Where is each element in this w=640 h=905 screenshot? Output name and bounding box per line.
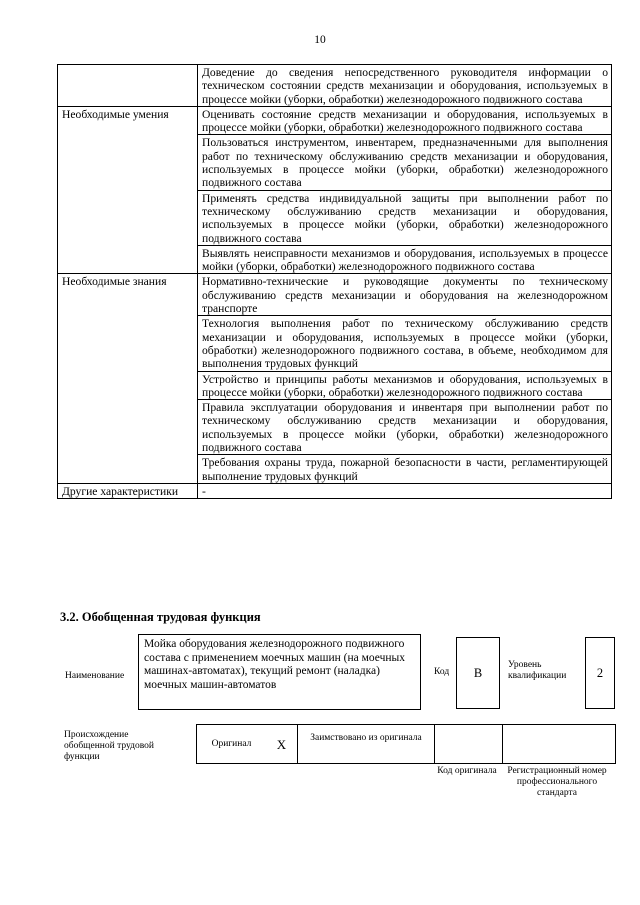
- row-value: Устройство и принципы работы механизмов и оборудования, используемых в процессе мойки (уборки, обработки) железнодорожного подвижного состава: [198, 371, 612, 400]
- original-mark: X: [276, 736, 287, 752]
- competency-table: [57, 64, 612, 499]
- table-row: [58, 483, 612, 498]
- code-original-label: Код оригинала: [437, 766, 497, 776]
- code-label: Код: [434, 667, 450, 677]
- reg-number-label: Регистрационный номер профессионального стандарта: [507, 766, 607, 798]
- row-value: Пользоваться инструментом, инвентарем, предназначенными для выполнения работ по техническому обслуживанию средств механизации и оборудования, используемых в процессе мойки (уборки, обработки) железнодорожного подвижного состава: [198, 135, 612, 190]
- row-label: [58, 65, 198, 107]
- row-value: Выявлять неисправности механизмов и оборудования, используемых в процессе мойки (уборки, обработки) железнодорожного подвижного состава: [198, 245, 612, 274]
- original-cell: Оригинал: [196, 725, 266, 763]
- row-value: Применять средства индивидуальной защиты при выполнении работ по техническому обслуживанию средств механизации и оборудования, используемых в процессе мойки (уборки, обработки) железнодорожного подвижного состава: [198, 190, 612, 245]
- row-value: -: [198, 483, 612, 498]
- table-row: [58, 65, 612, 107]
- qualification-level-box: 2: [585, 637, 615, 709]
- origin-label: Происхождение обобщенной трудовой функции: [64, 730, 154, 762]
- code-original-cell: [434, 725, 502, 763]
- code-value-box: B: [456, 637, 500, 709]
- row-value: Нормативно-технические и руководящие документы по техническому обслуживанию средств механизации и оборудования на железнодорожном транспорте: [198, 274, 612, 316]
- table-row: [58, 106, 612, 135]
- qualification-level-label: Уровень квалификации: [508, 660, 567, 681]
- table-row: [58, 274, 612, 316]
- borrowed-cell: Заимствовано из оригинала: [297, 725, 434, 763]
- page-number: 10: [314, 34, 326, 46]
- section-title: 3.2. Обобщенная трудовая функция: [60, 610, 261, 624]
- origin-row: [196, 724, 616, 764]
- row-value: Правила эксплуатации оборудования и инвентаря при выполнении работ по техническому обслуживанию средств механизации и оборудования, используемых в процессе мойки (уборки, обработки) железнодорожного подвижного состава: [198, 400, 612, 455]
- reg-number-cell: [502, 725, 616, 763]
- name-label: Наименование: [65, 671, 125, 681]
- row-value: Оценивать состояние средств механизации и оборудования, используемых в процессе мойки (уборки, обработки) железнодорожного подвижного состава: [198, 106, 612, 135]
- row-value: Требования охраны труда, пожарной безопасности в части, регламентирующей выполнение трудовых функций: [198, 455, 612, 484]
- row-label-knowledge: Необходимые знания: [58, 274, 198, 483]
- row-label-other: Другие характеристики: [58, 483, 198, 498]
- function-name-box: Мойка оборудования железнодорожного подвижного состава с применением моечных машин (на моечных машинах-автоматах), текущий ремонт (наладка) моечных машин-автоматов: [138, 634, 421, 710]
- row-value: Доведение до сведения непосредственного руководителя информации о техническом состоянии средств механизации и оборудования, используемых в процессе мойки (уборки, обработки) железнодорожного подвижного состава: [198, 65, 612, 107]
- row-label-skills: Необходимые умения: [58, 106, 198, 274]
- row-value: Технология выполнения работ по техническому обслуживанию средств механизации и оборудования, используемых в процессе мойки (уборки, обработки) железнодорожного подвижного состава, в объеме, необходимом для выполнения трудовых функций: [198, 316, 612, 371]
